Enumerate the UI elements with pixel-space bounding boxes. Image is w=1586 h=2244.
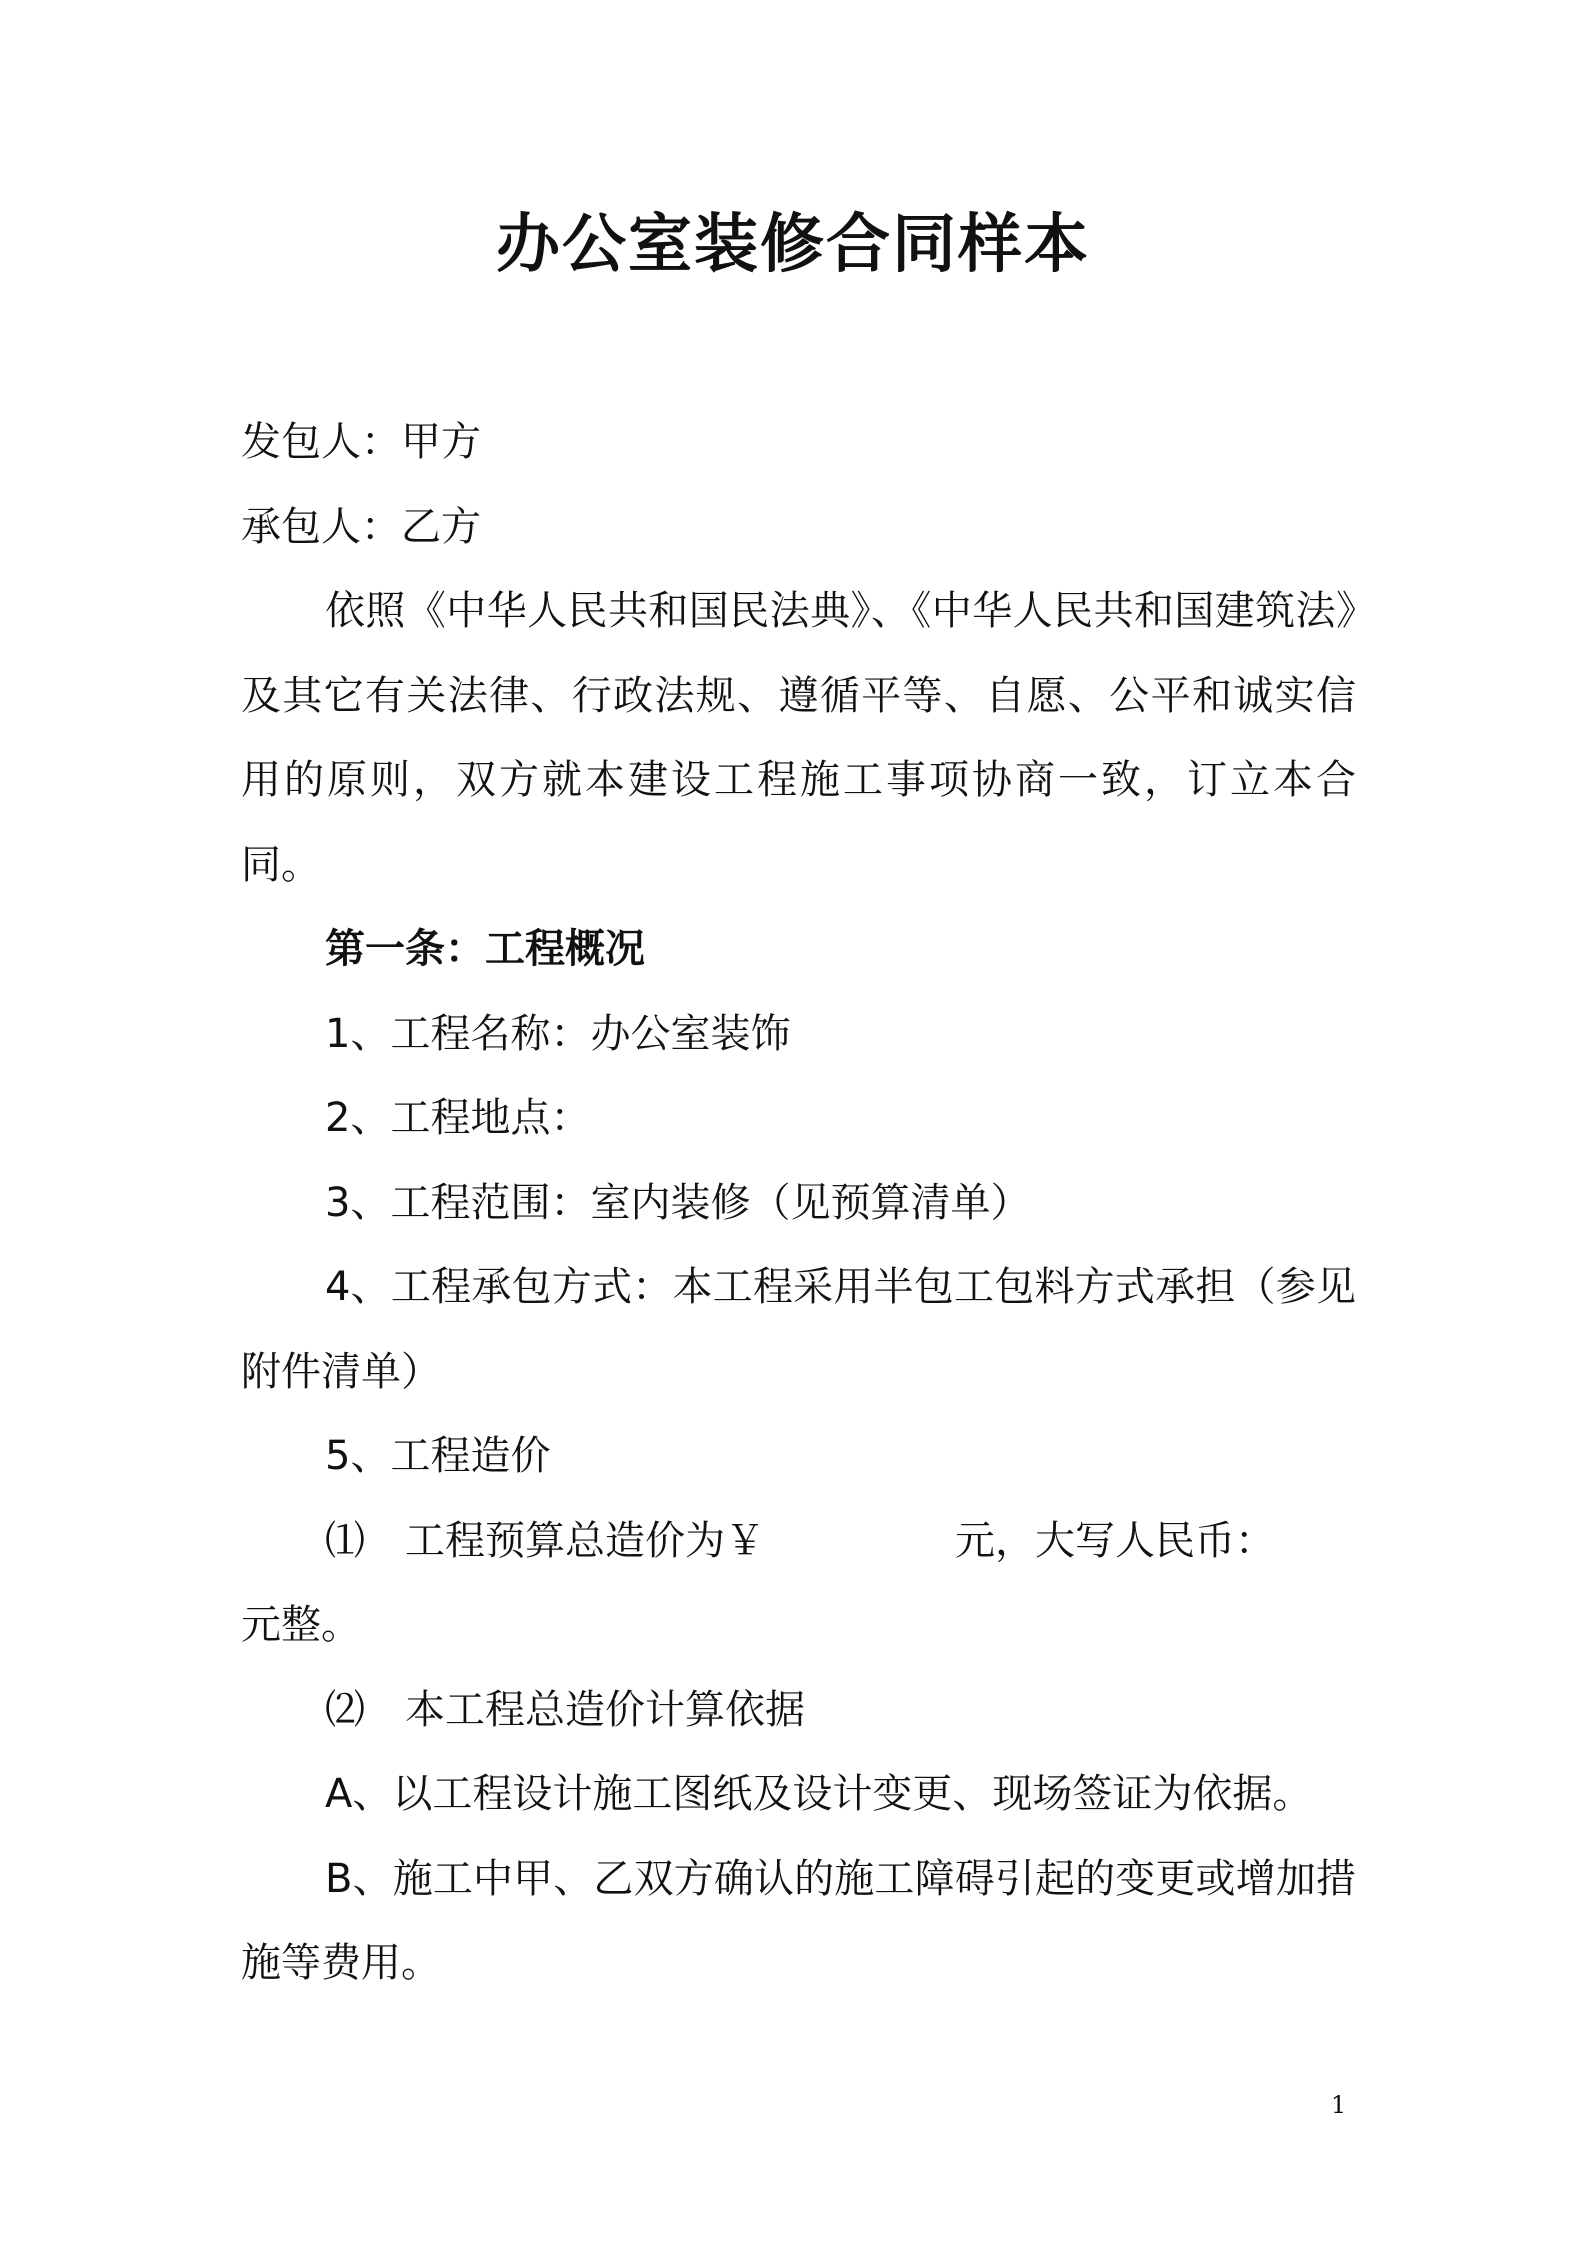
price-capital-suffix: 元整。 bbox=[241, 1602, 361, 1648]
preamble-paragraph: 依照《中华人民共和国民法典》、《中华人民共和国建筑法》及其它有关法律、行政法规、遵循平等、自愿、公平和诚实信用的原则，双方就本建设工程施工事项协商一致，订立本合同。 bbox=[241, 588, 1356, 888]
project-name-item: 1、工程名称：办公室装饰 bbox=[325, 1010, 791, 1057]
project-location-item: 2、工程地点： bbox=[325, 1095, 591, 1141]
price-label: ⑴ 工程预算总造价为￥ bbox=[325, 1517, 765, 1564]
price-paragraph bbox=[241, 1499, 1356, 1668]
project-cost-item: 5、工程造价 bbox=[325, 1433, 551, 1479]
cost-basis-heading: ⑵ 本工程总造价计算依据 bbox=[325, 1686, 805, 1733]
project-scope-item: 3、工程范围：室内装修（见预算清单） bbox=[325, 1179, 1031, 1226]
contract-method-item: 4、工程承包方式：本工程采用半包工包料方式承担（参见附件清单） bbox=[241, 1264, 1356, 1395]
cost-basis-a: A、以工程设计施工图纸及设计变更、现场签证为依据。 bbox=[325, 1771, 1313, 1817]
employer-line: 发包人：甲方 bbox=[241, 419, 481, 465]
price-capital-label: 元，大写人民币： bbox=[955, 1517, 1275, 1564]
cost-basis-b: B、施工中甲、乙双方确认的施工障碍引起的变更或增加措施等费用。 bbox=[241, 1855, 1356, 1986]
article1-heading: 第一条：工程概况 bbox=[325, 926, 645, 972]
document-body bbox=[241, 400, 1356, 2006]
document-title: 办公室装修合同样本 bbox=[496, 208, 1090, 282]
page-number: 1 bbox=[1331, 2091, 1347, 2119]
contractor-line: 承包人：乙方 bbox=[241, 503, 481, 550]
